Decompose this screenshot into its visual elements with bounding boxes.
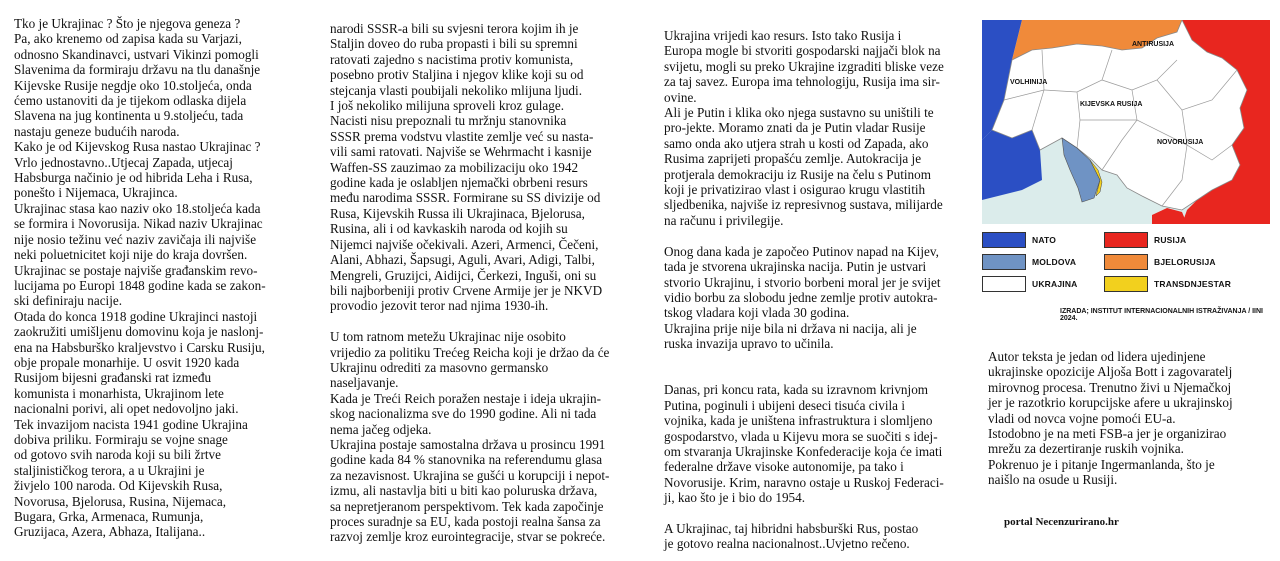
map-credit: IZRADA; INSTITUT INTERNACIONALNIH ISTRAŽIVANJA / IINI 2024. bbox=[1060, 308, 1263, 322]
legend-label-rusija: RUSIJA bbox=[1154, 235, 1187, 245]
legend-label-nato: NATO bbox=[1032, 235, 1057, 245]
article-column-2: narodi SSSR-a bili su svjesni terora kojim ih je Staljin doveo do ruba propasti i bili su spremni ratovati zajedno s nacistima protiv komunista, posebno protiv Staljina i njegov klike koji su od stejcanja vlasti poubijali nekoliko mlijuna ljudi. I još nekoliko milijuna sproveli kroz gulage. Nacisti nisu prepoznali tu mržnju stanovnika SSSR prema vodstvu vlastite zemlje već su nasta- vili sami ratovati. Najviše se Wehrmacht i kasnije Waffen-SS zauzimao za mobilizaciju oko 1942 godine kada je oslabljen njemački obrbeni resurs među narodima SSSR. Formirane su SS divizije od Rusa, Kijevskih Russa ili Ukrajinaca, Bjelorusa, Rusina, ali i od kavkaskih naroda od kojih su Nijemci najviše očekivali. Azeri, Armenci, Čečeni, Alani, Abhazi, Šapsugi, Aguli, Avari, Adigi, Talbi, Mengreli, Gruzijci, Aidijci, Čerkezi, Inguši, oni su bili najborbeniji protiv Crvene Armije jer je NKVD provodio jezovit teror nad njima 1930-ih. U tom ratnom metežu Ukrajinac nije osobito vrijedio za politiku Trećeg Reicha koji je držao da će Ukrajinu odrediti za masovno germansko naseljavanje. Kada je Treći Reich poražen nestaje i ideja ukrajin- skog nacionalizma sve do 1990 godine. Ali ni tada nema jačeg odjeka. Ukrajina postaje samostalna država u prosincu 1991 godine kada 84 % stanovnika na referendumu glasa za nezavisnost. Ukrajina se gušći u korupciji i nepot- izmu, ali nastavlja biti u biti kao poluruska država, sa nepretjeranom perspektivom. Tek kada započinje proces suradnje sa EU, kada postoji realna šansa za razvoj zemlje kroz eurointegracije, stvar se pokreće. bbox=[330, 21, 610, 545]
legend-label-moldova: MOLDOVA bbox=[1032, 257, 1077, 267]
map-label-kijevska: KIJEVSKA RUSIJA bbox=[1080, 101, 1143, 108]
ukraine-map bbox=[982, 20, 1270, 224]
map-label-antirusija: ANTIRUSIJA bbox=[1132, 41, 1175, 48]
legend-swatch-ukrajina bbox=[982, 276, 1026, 292]
map-legend bbox=[982, 228, 1270, 308]
article-column-1: Tko je Ukrajinac ? Što je njegova geneza ? Pa, ako krenemo od zapisa kada su Varjazi, odnosno Skandinavci, ustvari Vikinzi pomogli Slavenima da formiraju državu na tlu današnje Kijevske Rusije negdje oko 10.stoljeća, onda ćemo ustanoviti da je tijekom odlaska dijela Slavena na jug kontinenta u 9.stoljeću, tada nastaju geneze budućih naroda. Kako je od Kijevskog Rusa nastao Ukrajinac ? Vrlo jednostavno..Utjecaj Zapada, utjecaj Habsburga načinio je od hibrida Leha i Rusa, ponešto i Nijemaca, Ukrajinca. Ukrajinac stasa kao naziv oko 18.stoljeća kada se formira i Novorusija. Nikad naziv Ukrajinac nije nosio težinu već naziv zavičaja ili najviše neki poluetnicitet koji nije do kraja dovršen. Ukrajinac se postaje najviše građanskim revo- lucijama po Europi 1848 godine kada se zakon- ski definiraju nacije. Otada do konca 1918 godine Ukrajinci nastoji zaokružiti umišljenu domovinu koja je naslonj- ena na Habsburško kraljevstvo i Carsku Rusiju, obje propale monarhije. U osvit 1920 kada Rusijom bijesni građanski rat između komunista i monarhista, Ukrajinom lete nacionalni porivi, ali opet nedovoljno jaki. Tek invazijom nacista 1941 godine Ukrajina dobiva priliku. Formiraju se vojne snage od gotovo svih naroda koji su bili žrtve staljinističkog terora, a u Ukrajini je živjelo 100 naroda. Od Kijevskih Rusa, Novorusa, Bjelorusa, Rusina, Nijemaca, Bugara, Grka, Armenaca, Rumunja, Gruzijaca, Azera, Abhaza, Italijana.. bbox=[14, 16, 266, 540]
legend-label-bjelorusija: BJELORUSIJA bbox=[1154, 257, 1216, 267]
legend-swatch-bjelorusija bbox=[1104, 254, 1148, 270]
portal-credit: portal Necenzurirano.hr bbox=[1004, 516, 1119, 528]
map-label-volhinija: VOLHINIJA bbox=[1010, 79, 1048, 86]
author-note: Autor teksta je jedan od lidera ujedinjene ukrajinske opozicije Aljoša Bott i zagovaratelj mirovnog procesa. Trenutno živi u Njemačkoj jer je razotkrio korupcijske afere u ukrajinskoj vladi od novca vojne pomoći EU-a. Istodobno je na meti FSB-a jer je organizirao mrežu za dezertiranje ruskih vojnika. Pokrenuo je i pitanje Ingermanlanda, što je naišlo na osude u Rusiji. bbox=[988, 349, 1233, 488]
legend-swatch-rusija bbox=[1104, 232, 1148, 248]
legend-label-transdnjestar: TRANSDNJESTAR bbox=[1154, 279, 1232, 289]
legend-swatch-transdnjestar bbox=[1104, 276, 1148, 292]
article-column-3: Ukrajina vrijedi kao resurs. Isto tako Rusija i Europa mogle bi stvoriti gospodarski najjači blok na svijetu, mogli su preko Ukrajine izgraditi bliske veze za taj savez. Europa ima tehnologiju, Rusija ima sir- ovine. Ali je Putin i klika oko njega sustavno su uništili te pro-jekte. Moramo znati da je Putin vladar Rusije samo onda ako utjera strah u kosti od Zapada, ako Rusima zaprijeti propašću zemlje. Autokracija je protjerala demokraciju iz Rusije na čelu s Putinom koji je privatizirao vlast i osigurao krugu vlastitih sljedbenika, najviše iz represivnog sustava, milijarde na računu i privilegije. Onog dana kada je započeo Putinov napad na Kijev, tada je stvorena ukrajinska nacija. Putin je ustvari stvorio Ukrajinu, i stvorio borbeni moral jer je svijet vidio borbu za slobodu jedne zemlje protiv autokra- tskog vladara koji vlada 30 godina. Ukrajina prije nije bila ni država ni nacija, ali je ruska invazija upravo to učinila. Danas, pri koncu rata, kada su izravnom krivnjom Putina, poginuli i ubijeni deseci tisuća civila i vojnika, kada je uništena infrastruktura i slomljeno gospodarstvo, vlada u Kijevu mora se suočiti s idej- om stvaranja Ukrajinske Konfederacije koja će imati federalne države visoke autonomije, pa tako i Novorusije. Krim, naravno ostaje u Ruskoj Federaci- ji, kao što je i bio do 1954. A Ukrajinac, taj hibridni habsburški Rus, postao je gotovo realna nacionalnost..Uvjetno rečeno. bbox=[664, 28, 944, 552]
legend-swatch-nato bbox=[982, 232, 1026, 248]
legend-swatch-moldova bbox=[982, 254, 1026, 270]
legend-label-ukrajina: UKRAJINA bbox=[1032, 279, 1078, 289]
map-label-novorusija: NOVORUSIJA bbox=[1157, 139, 1204, 146]
